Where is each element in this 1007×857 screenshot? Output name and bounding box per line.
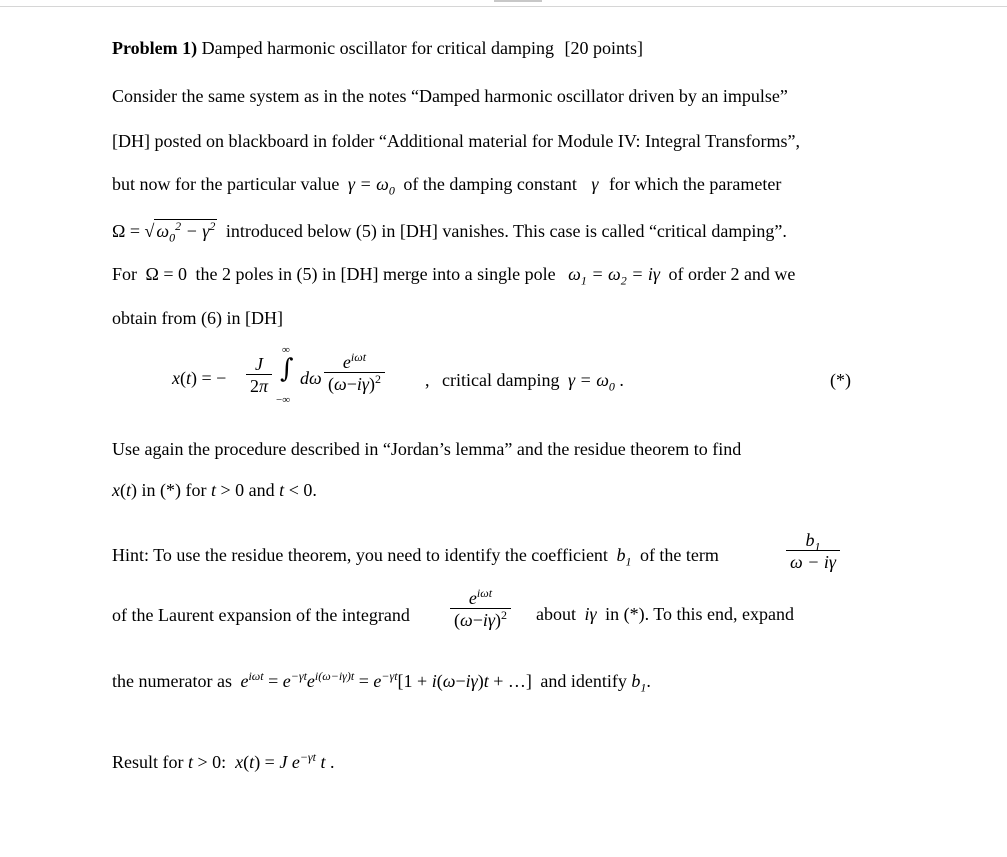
hint-line-2-rest xyxy=(536,604,794,625)
p2-text-b: and xyxy=(248,480,275,500)
eq-lower-limit: −∞ xyxy=(276,394,291,406)
problem-label: Problem 1) xyxy=(112,38,198,58)
paragraph-line-4 xyxy=(112,219,787,245)
paragraph-line-1: Consider the same system as in the notes “Damped harmonic oscillator driven by an impulse” xyxy=(112,86,788,106)
result-expression: t > 0: x(t) = J $e^{-\gamma t}$ t . xyxy=(188,750,335,772)
result-label: Result for xyxy=(112,752,184,772)
hint-line-3: the numerator as $e^{i\omega t} = e^{-\gamma t}e^{i(\omega-i\gamma)t} = e^{-\gamma t}[1 + i(\omega-i\gamma)t$ + …] and identify $b_1$. xyxy=(112,669,651,695)
line5-text-b: the 2 poles in (5) in [DH] merge into a single pole xyxy=(195,264,556,284)
numerator-expansion: $e^{i\omega t} = e^{-\gamma t}e^{i(\omega-i\gamma)t} = e^{-\gamma t}[1 + i(\omega-i\gamma)t$ + …] xyxy=(240,669,532,691)
equation-comment: , critical damping $\gamma = \omega_0$ . xyxy=(425,370,624,394)
line3-text-a: but now for the particular value xyxy=(112,174,340,194)
problem-heading xyxy=(112,37,643,59)
i-gamma: iγ xyxy=(584,604,597,624)
paragraph-2-line-1: Use again the procedure described in “Jordan’s lemma” and the residue theorem to find xyxy=(112,439,742,459)
t-negative: t < 0. xyxy=(279,480,317,500)
paragraph-line-5 xyxy=(112,263,796,288)
line5-text-c: of order 2 and we xyxy=(668,264,796,284)
b1-symbol-2: $b_1$ xyxy=(631,671,647,695)
hint-text-2c: in (*). To this end, expand xyxy=(605,604,794,624)
page-top-tab xyxy=(494,0,542,2)
line5-text-a: For xyxy=(112,264,138,284)
t-positive: t > 0 xyxy=(211,480,245,500)
eq-comment-text: critical damping xyxy=(442,370,560,390)
page-top-border xyxy=(0,6,1007,7)
paragraph-line-3 xyxy=(112,173,782,198)
eq-lhs: x(t) = − xyxy=(172,368,227,388)
line3-text-b: of the damping constant xyxy=(403,174,577,194)
paragraph-line-6: obtain from (6) in [DH] xyxy=(112,308,283,328)
equation-tag: (*) xyxy=(830,370,851,390)
b1-symbol: $b_1$ xyxy=(616,545,632,569)
problem-title: Damped harmonic oscillator for critical damping xyxy=(201,38,555,58)
eq-prefactor: $\frac{J}{2\pi}$ xyxy=(246,354,272,397)
omega-definition: Ω = √ $\omega_0^2 - \gamma^2$ xyxy=(112,219,216,245)
eq-differential: dω xyxy=(300,368,322,388)
line4-text: introduced below (5) in [DH] vanishes. This case is called “critical damping”. xyxy=(225,221,787,241)
eq-critical-condition: $\gamma = \omega_0$ xyxy=(567,370,615,394)
result-line xyxy=(112,751,335,773)
merged-pole: $\omega_1 = \omega_2 = i\gamma$ xyxy=(568,264,660,288)
gamma-equals-omega0: $\gamma = \omega_0$ xyxy=(347,174,395,198)
gamma-symbol: γ xyxy=(591,174,599,194)
hint-text-b: of the term xyxy=(639,545,719,565)
hint-line-2 xyxy=(112,604,410,626)
paragraph-line-2: [DH] posted on blackboard in folder “Additional material for Module IV: Integral Transforms”, xyxy=(112,131,800,151)
eq-integrand: $e^{i\omega t}$ $(\omega-i\gamma)^2$ xyxy=(324,352,385,395)
hint-text-a: Hint: To use the residue theorem, you need to identify the coefficient xyxy=(112,545,608,565)
hint-integrand-fraction: $\frac{e^{i\omega t}}{(\omega-i\gamma)^2}$ xyxy=(450,588,511,631)
hint-text-3b: and identify xyxy=(540,671,627,691)
paragraph-2-line-2 xyxy=(112,479,317,501)
omega-zero-condition: Ω = 0 xyxy=(145,264,188,284)
line3-text-c: for which the parameter xyxy=(608,174,782,194)
eq-upper-limit: ∞ xyxy=(282,344,290,356)
x-of-t: x(t) xyxy=(112,480,138,500)
hint-text-2b: about xyxy=(536,604,576,624)
p2-text-a: in (*) for xyxy=(141,480,207,500)
hint-text-3a: the numerator as xyxy=(112,671,232,691)
problem-points: [20 points] xyxy=(564,38,644,58)
hint-text-2a: of the Laurent expansion of the integrand xyxy=(112,605,410,625)
hint-term-fraction: $\frac{b_1}{\omega - i\gamma}$ xyxy=(786,530,840,573)
hint-line-1 xyxy=(112,544,719,569)
eq-integral-sign: ∫ xyxy=(280,354,294,384)
